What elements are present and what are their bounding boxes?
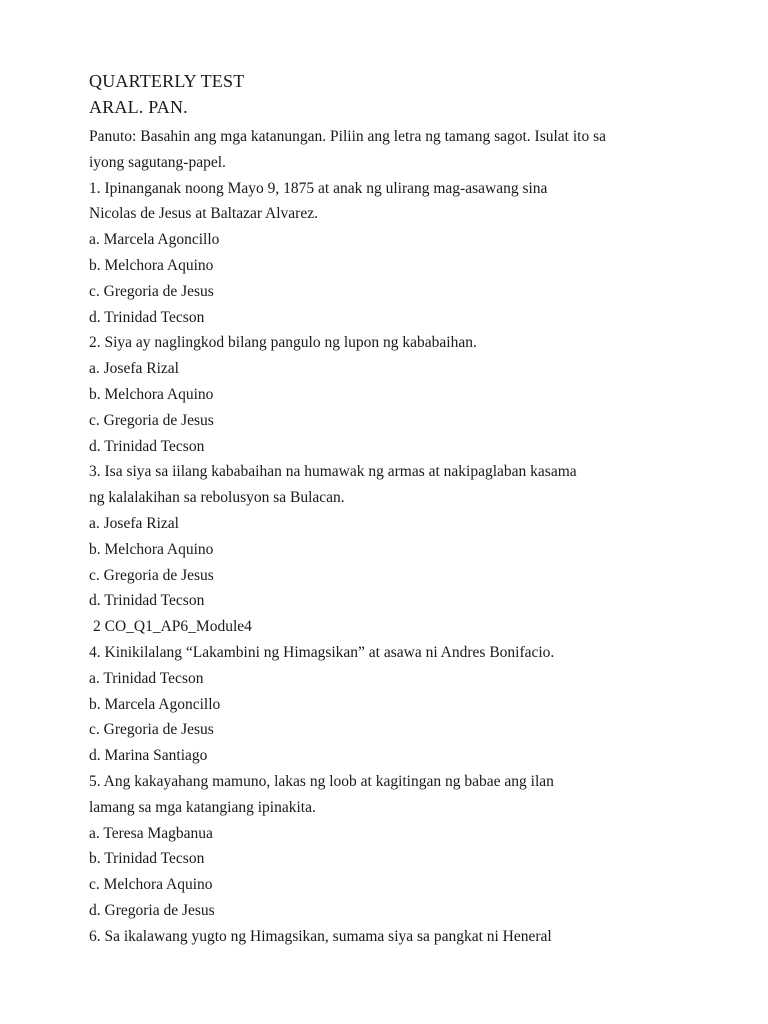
question-4-choice-a: a. Trinidad Tecson <box>89 669 204 687</box>
question-1-choice-b: b. Melchora Aquino <box>89 256 214 274</box>
question-2-choice-a: a. Josefa Rizal <box>89 360 179 378</box>
question-3 <box>89 459 729 614</box>
question-4-text-line-1: 4. Kinikilalang “Lakambini ng Himagsikan” at asawa ni Andres Bonifacio. <box>89 643 555 661</box>
question-1-text-line-1: 1. Ipinanganak noong Mayo 9, 1875 at anak ng ulirang mag-asawang sina <box>89 179 548 197</box>
question-2-choice-c: c. Gregoria de Jesus <box>89 411 214 429</box>
question-2-choice-d: d. Trinidad Tecson <box>89 437 205 455</box>
question-4-choice-d: d. Marina Santiago <box>89 747 208 765</box>
question-1-choice-a: a. Marcela Agoncillo <box>89 231 220 249</box>
question-4-choice-c: c. Gregoria de Jesus <box>89 721 214 739</box>
question-4-choice-b: b. Marcela Agoncillo <box>89 695 221 713</box>
question-2 <box>89 330 729 459</box>
instructions-line-1: Panuto: Basahin ang mga katanungan. Piliin ang letra ng tamang sagot. Isulat ito sa <box>89 128 606 145</box>
question-3-choice-a: a. Josefa Rizal <box>89 514 179 532</box>
question-3-text-line-2: ng kalalakihan sa rebolusyon sa Bulacan. <box>89 489 345 507</box>
question-3-text-line-1: 3. Isa siya sa iilang kababaihan na humawak ng armas at nakipaglaban kasama <box>89 463 577 481</box>
question-2-choice-b: b. Melchora Aquino <box>89 385 214 403</box>
question-3-choice-c: c. Gregoria de Jesus <box>89 566 214 584</box>
question-5-choice-b: b. Trinidad Tecson <box>89 850 205 868</box>
question-6-text-line-1: 6. Sa ikalawang yugto ng Himagsikan, sumama siya sa pangkat ni Heneral <box>89 927 552 945</box>
question-1-choice-d: d. Trinidad Tecson <box>89 308 205 326</box>
question-1-text-line-2: Nicolas de Jesus at Baltazar Alvarez. <box>89 205 318 223</box>
question-5 <box>89 769 729 924</box>
subject-title: ARAL. PAN. <box>89 97 188 117</box>
question-5-choice-d: d. Gregoria de Jesus <box>89 901 215 919</box>
instructions-line-2: iyong sagutang-papel. <box>89 153 226 171</box>
test-document <box>89 66 729 950</box>
question-3-choice-b: b. Melchora Aquino <box>89 540 214 558</box>
question-6 <box>89 924 729 950</box>
question-1-choice-c: c. Gregoria de Jesus <box>89 282 214 300</box>
document-title: QUARTERLY TEST <box>89 71 245 91</box>
question-1 <box>89 176 729 331</box>
question-4 <box>89 640 729 769</box>
question-5-text-line-2: lamang sa mga katangiang ipinakita. <box>89 798 316 816</box>
question-3-choice-d: d. Trinidad Tecson <box>89 592 205 610</box>
question-2-text-line-1: 2. Siya ay naglingkod bilang pangulo ng lupon ng kababaihan. <box>89 334 477 352</box>
question-5-choice-a: a. Teresa Magbanua <box>89 824 213 842</box>
module-tag: 2 CO_Q1_AP6_Module4 <box>93 618 252 636</box>
question-5-text-line-1: 5. Ang kakayahang mamuno, lakas ng loob at kagitingan ng babae ang ilan <box>89 772 554 790</box>
question-5-choice-c: c. Melchora Aquino <box>89 876 213 894</box>
